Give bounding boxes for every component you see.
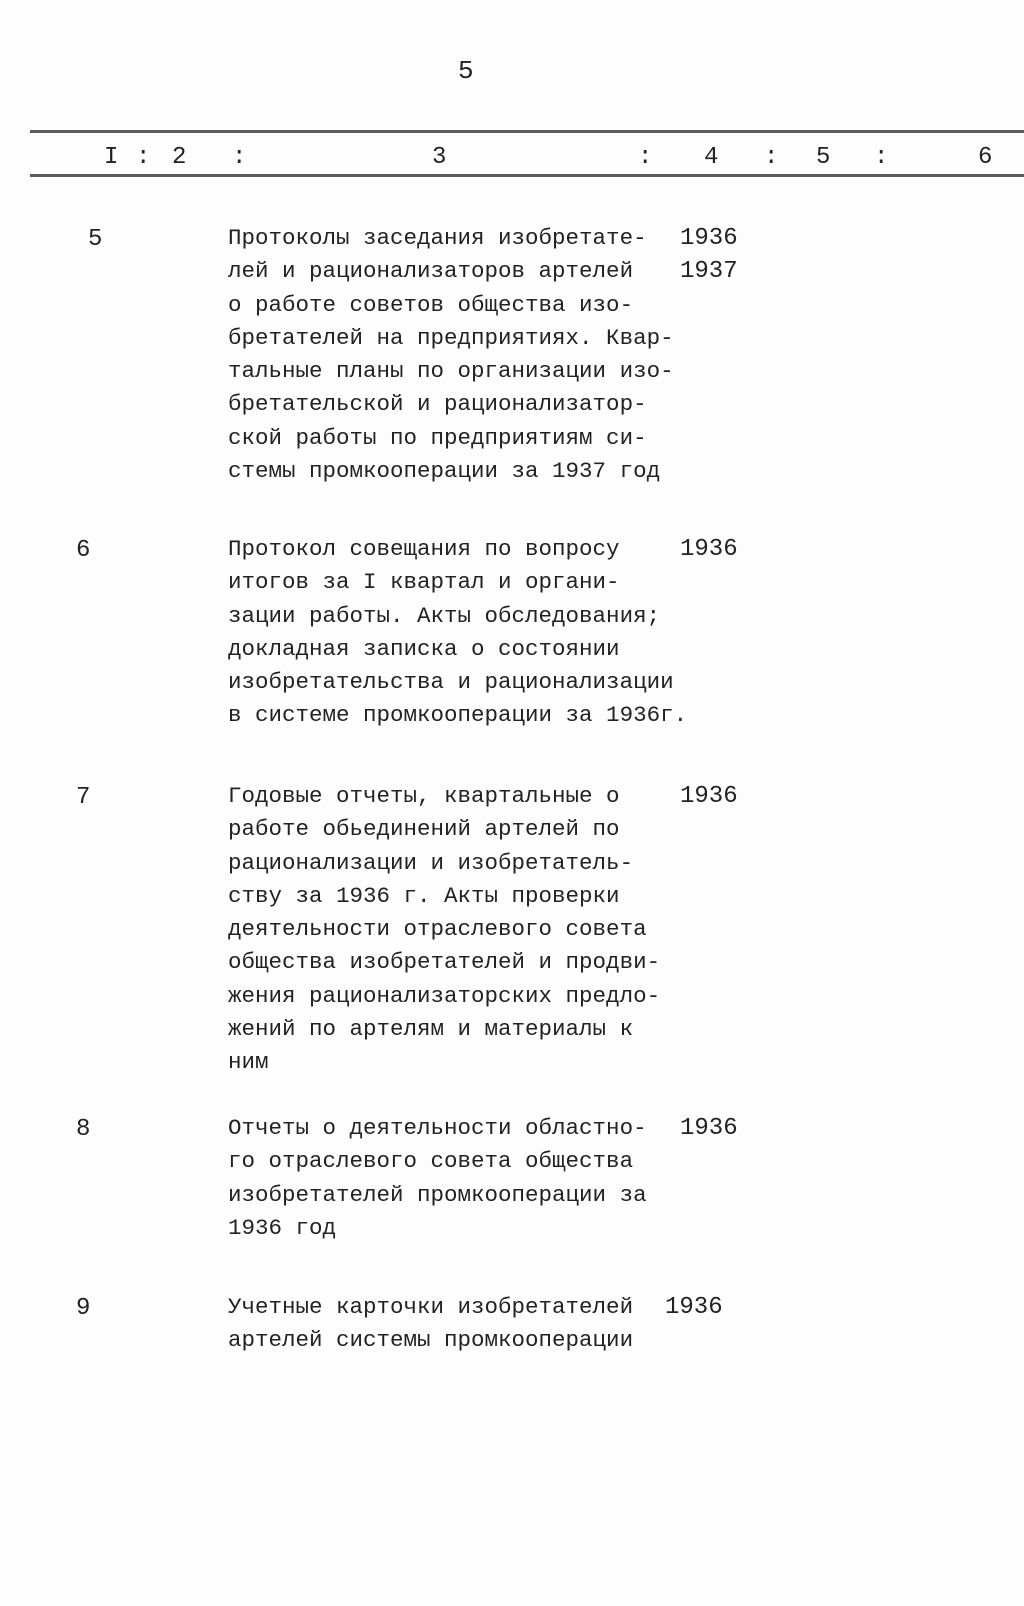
entry-description <box>228 1112 647 1245</box>
description-line: зации работы. Акты обследования; <box>228 602 661 629</box>
description-line: Учетные карточки изобретателей <box>228 1294 634 1320</box>
entry-number: 8 <box>76 1116 91 1143</box>
entry-dates <box>665 1291 723 1324</box>
entry-description <box>228 222 674 488</box>
description-line: лей и рационализаторов артелей <box>228 258 634 285</box>
date-year: 1936 <box>680 225 738 252</box>
description-line: Отчеты о деятельности областно- <box>228 1115 647 1141</box>
col-5: 5 <box>816 144 831 171</box>
col-3: 3 <box>432 144 447 171</box>
entry-number: 6 <box>76 537 91 564</box>
page-number: 5 <box>458 56 474 86</box>
description-line: бретателей на предприятиях. Квар- <box>228 324 674 351</box>
entry-description <box>228 533 687 733</box>
description-line: в системе промкооперации за 1936г. <box>228 702 688 729</box>
col-sep: : <box>874 144 889 171</box>
date-year: 1936 <box>680 536 738 563</box>
description-line: жений по артелям и материалы к <box>228 1016 634 1043</box>
description-line: тальные планы по организации изо- <box>228 358 674 385</box>
header-rule-top <box>30 130 1024 133</box>
entry-number: 7 <box>76 784 91 811</box>
description-line: го отраслевого совета общества <box>228 1148 634 1175</box>
description-line: деятельности отраслевого совета <box>228 916 647 943</box>
date-year: 1936 <box>680 783 738 810</box>
description-line: Протокол совещания по вопросу <box>228 536 620 562</box>
date-year: 1936 <box>680 1115 738 1142</box>
description-line: артелей системы промкооперации <box>228 1327 634 1354</box>
description-line: докладная записка о состоянии <box>228 635 620 662</box>
col-sep: : <box>232 144 247 171</box>
entry-dates <box>680 533 738 566</box>
description-line: бретательской и рационализатор- <box>228 391 647 418</box>
description-line: работе обьединений артелей по <box>228 816 620 843</box>
description-line: стемы промкооперации за 1937 год <box>228 458 661 485</box>
description-line: жения рационализаторских предло- <box>228 982 661 1009</box>
col-6: 6 <box>978 144 993 171</box>
description-line: ству за 1936 г. Акты проверки <box>228 882 620 909</box>
description-line: ской работы по предприятиям си- <box>228 424 647 451</box>
description-line: общества изобретателей и продви- <box>228 949 661 976</box>
description-line: 1936 год <box>228 1214 337 1241</box>
col-1: I <box>104 144 119 171</box>
entry-description <box>228 1291 633 1358</box>
description-line: изобретателей промкооперации за <box>228 1181 647 1208</box>
date-year: 1936 <box>665 1294 723 1321</box>
description-line: ним <box>228 1049 269 1076</box>
description-line: изобретательства и рационализации <box>228 669 674 696</box>
description-line: о работе советов общества изо- <box>228 291 634 318</box>
col-4: 4 <box>704 144 719 171</box>
entry-number: 5 <box>88 226 103 253</box>
entry-number: 9 <box>76 1295 91 1322</box>
col-2: 2 <box>172 144 187 171</box>
col-sep: : <box>638 144 653 171</box>
entry-dates <box>680 780 738 813</box>
entry-dates <box>680 222 738 289</box>
description-line: итогов за I квартал и органи- <box>228 569 620 596</box>
header-rule-bottom <box>30 174 1024 177</box>
entry-description <box>228 780 660 1080</box>
col-sep: : <box>136 144 151 171</box>
description-line: Годовые отчеты, квартальные о <box>228 783 620 809</box>
date-year: 1937 <box>680 258 738 286</box>
description-line: Протоколы заседания изобретате- <box>228 225 647 251</box>
col-sep: : <box>764 144 779 171</box>
description-line: рационализации и изобретатель- <box>228 849 634 876</box>
entry-dates <box>680 1112 738 1145</box>
